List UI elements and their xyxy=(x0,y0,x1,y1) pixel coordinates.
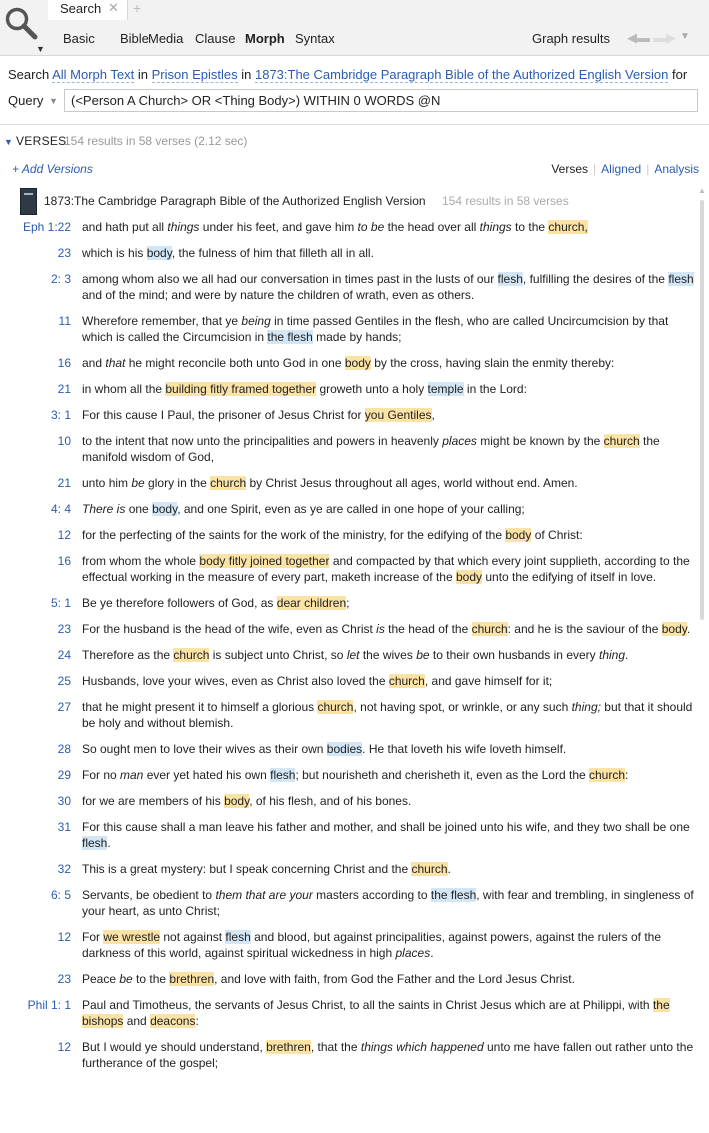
verse-row xyxy=(0,929,709,961)
verse-reference-link[interactable]: 29 xyxy=(57,768,71,782)
search-type-bible[interactable]: Bible xyxy=(120,31,149,46)
verse-row xyxy=(0,971,709,987)
view-mode-switcher xyxy=(551,162,699,176)
person-match-highlight[interactable]: church xyxy=(603,434,640,448)
italic-supplied-word: be xyxy=(416,648,430,662)
person-match-highlight[interactable]: the bishops xyxy=(82,998,670,1028)
tab-label: Search xyxy=(60,1,102,16)
verse-text-segment: Wherefore remember, that ye xyxy=(82,314,242,328)
verse-text-segment: For xyxy=(82,930,104,944)
search-toolbar xyxy=(0,0,709,56)
person-match-highlight[interactable]: brethren xyxy=(169,972,215,986)
verse-text xyxy=(82,407,694,423)
thing-match-highlight[interactable]: flesh xyxy=(270,768,296,782)
verse-reference-link[interactable]: 16 xyxy=(57,554,71,568)
verse-text-segment: by Christ Jesus throughout all ages, world without end. Amen. xyxy=(246,476,578,490)
verse-row xyxy=(0,1039,709,1071)
verse-reference-link[interactable]: 16 xyxy=(57,356,71,370)
book-cover-icon xyxy=(20,188,37,215)
query-history-caret-icon[interactable]: ▼ xyxy=(49,96,58,106)
view-mode-verses[interactable]: Verses xyxy=(551,162,589,176)
person-match-highlight[interactable]: church, xyxy=(548,220,588,234)
separator: | xyxy=(593,162,597,176)
person-match-highlight[interactable]: church xyxy=(210,476,247,490)
verse-row xyxy=(0,673,709,689)
view-mode-aligned[interactable]: Aligned xyxy=(601,162,642,176)
person-match-highlight[interactable]: brethren xyxy=(266,1040,311,1054)
verse-text-segment: Husbands, love your wives, even as Christ also loved the xyxy=(82,674,389,688)
view-mode-analysis[interactable]: Analysis xyxy=(654,162,699,176)
results-stats: 154 results in 58 verses (2.12 sec) xyxy=(64,134,248,148)
verse-row xyxy=(0,861,709,877)
verse-row xyxy=(0,475,709,491)
person-match-highlight[interactable]: church xyxy=(471,622,508,636)
verse-reference-link[interactable]: 6: 5 xyxy=(50,888,71,902)
verse-reference-link[interactable]: 10 xyxy=(57,434,71,448)
version-selector[interactable]: 1873:The Cambridge Paragraph Bible of the Authorized English Version xyxy=(254,67,669,82)
verse-text-segment: groweth unto a holy xyxy=(316,382,428,396)
verse-text xyxy=(82,929,694,961)
verse-text xyxy=(82,475,694,491)
back-arrow-icon[interactable]: ◀▬ xyxy=(627,30,650,45)
verse-text-segment: for the perfecting of the saints for the work of the ministry, for the edifying of the xyxy=(82,528,506,542)
verse-text-segment: . xyxy=(430,946,434,960)
verse-text-segment: , with fear and trembling, in singleness of your heart, as unto Christ; xyxy=(82,888,694,918)
person-match-highlight[interactable]: body xyxy=(344,356,371,370)
thing-match-highlight[interactable]: temple xyxy=(427,382,464,396)
verse-reference-link[interactable]: 4: 4 xyxy=(50,502,71,516)
verse-reference-link[interactable]: 23 xyxy=(57,246,71,260)
verse-text-segment: For the husband is the head of the wife, even as Christ xyxy=(82,622,377,636)
for-label: for xyxy=(671,67,688,82)
verse-row xyxy=(0,767,709,783)
verse-text-segment: but that it should be holy and without blemish. xyxy=(82,700,693,730)
thing-match-highlight[interactable]: flesh xyxy=(668,272,694,286)
thing-match-highlight[interactable]: flesh xyxy=(82,836,108,850)
verse-text xyxy=(82,527,694,543)
verse-text-segment: , not having spot, or wrinkle, or any such xyxy=(353,700,572,714)
verse-row xyxy=(0,271,709,303)
search-description xyxy=(8,67,687,82)
verse-row xyxy=(0,819,709,851)
verse-reference-link[interactable]: 12 xyxy=(57,930,71,944)
verse-text xyxy=(82,767,694,783)
verse-text-segment: masters according to xyxy=(312,888,431,902)
verse-row xyxy=(0,245,709,261)
verse-text xyxy=(82,553,694,585)
verse-text-segment: , and one Spirit, even as ye are called in one hope of your calling; xyxy=(177,502,525,516)
verse-text xyxy=(82,501,694,517)
range-selector[interactable]: Prison Epistles xyxy=(151,67,238,82)
person-match-highlight[interactable]: body xyxy=(224,794,250,808)
forward-arrow-icon[interactable]: ▬▶ xyxy=(653,30,676,45)
verse-reference-link[interactable]: 3: 1 xyxy=(50,408,71,422)
italic-supplied-word: be xyxy=(131,476,145,490)
panel-menu-icon[interactable]: ▼ xyxy=(680,31,690,42)
verse-reference-link[interactable]: 21 xyxy=(57,476,71,490)
tab-search[interactable] xyxy=(48,0,128,20)
italic-supplied-word: them that are your xyxy=(215,888,313,902)
verse-text-segment: to the intent that now unto the principalities and powers in heavenly xyxy=(82,434,443,448)
verse-text-segment: for we are members of his xyxy=(82,794,225,808)
person-match-highlight[interactable]: body xyxy=(455,570,483,584)
thing-match-highlight[interactable]: the flesh xyxy=(430,888,477,902)
verse-text-segment: : and he is the saviour of the xyxy=(507,622,662,636)
verse-text xyxy=(82,1039,694,1071)
verse-row xyxy=(0,887,709,919)
separator: | xyxy=(646,162,650,176)
verse-text-segment: For this cause shall a man leave his father and mother, and shall be joined unto his wife, and they two shall be one xyxy=(82,820,690,834)
verse-text-segment: So ought men to love their wives as their own xyxy=(82,742,327,756)
italic-supplied-word: things which happened xyxy=(360,1040,484,1054)
verse-text-segment: the head of the xyxy=(384,622,472,636)
verse-text xyxy=(82,887,694,919)
verse-text xyxy=(82,793,694,809)
verse-text-segment: among whom also we all had our conversation in times past in the lusts of our xyxy=(82,272,498,286)
verse-reference-link[interactable]: 28 xyxy=(57,742,71,756)
verse-text xyxy=(82,381,694,397)
divider xyxy=(0,124,709,125)
in-label: in xyxy=(241,67,252,82)
verse-text-segment: of Christ: xyxy=(531,528,583,542)
thing-match-highlight[interactable]: the flesh xyxy=(267,330,313,344)
verse-text xyxy=(82,621,694,637)
verse-reference-link[interactable]: 5: 1 xyxy=(50,596,71,610)
person-match-highlight[interactable]: church xyxy=(388,674,425,688)
verse-row xyxy=(0,647,709,663)
verse-row xyxy=(0,355,709,371)
verse-text-segment: . xyxy=(686,622,691,636)
verse-row xyxy=(0,595,709,611)
person-match-highlight[interactable]: building fitly framed together xyxy=(165,382,317,396)
verse-reference-link[interactable]: 30 xyxy=(57,794,71,808)
verse-text-segment: and hath put all xyxy=(82,220,168,234)
thing-match-highlight[interactable]: flesh xyxy=(497,272,523,286)
verse-text-segment: ; but nourisheth and cherisheth it, even as the Lord the xyxy=(295,768,589,782)
query-label: Query xyxy=(8,93,44,108)
verse-text xyxy=(82,741,694,757)
italic-supplied-word: places xyxy=(395,946,431,960)
verse-text xyxy=(82,861,694,877)
italic-supplied-word: thing; xyxy=(571,700,601,714)
version-title: 1873:The Cambridge Paragraph Bible of the Authorized English Version xyxy=(44,194,426,208)
verse-text-segment: to their own husbands in every xyxy=(429,648,599,662)
italic-supplied-word: is xyxy=(376,622,385,636)
verse-row xyxy=(0,219,709,235)
verse-text-segment: But I would ye should understand, xyxy=(82,1040,267,1054)
verse-text-segment: to the xyxy=(511,220,549,234)
verse-row xyxy=(0,741,709,757)
verse-text-segment: . xyxy=(107,836,111,850)
version-stats: 154 results in 58 verses xyxy=(442,194,569,208)
verse-text-segment: and of the mind; and were by nature the children of wrath, even as others. xyxy=(82,288,475,302)
verse-text xyxy=(82,245,694,261)
verse-text-segment: , of his flesh, and of his bones. xyxy=(249,794,412,808)
scroll-up-icon[interactable]: ▲ xyxy=(698,186,706,195)
verse-row xyxy=(0,997,709,1029)
verse-row xyxy=(0,527,709,543)
verse-row xyxy=(0,501,709,517)
italic-supplied-word: things xyxy=(479,220,512,234)
person-match-highlight[interactable]: we wrestle xyxy=(103,930,161,944)
verse-text-segment: in whom all the xyxy=(82,382,166,396)
verse-text xyxy=(82,313,694,345)
verse-text-segment: under his feet, and gave him xyxy=(199,220,358,234)
verse-text-segment: . xyxy=(625,648,629,662)
thing-match-highlight[interactable]: body xyxy=(146,246,172,260)
verse-text-segment: . He that loveth his wife loveth himself. xyxy=(362,742,567,756)
verse-text-segment: the head over all xyxy=(384,220,480,234)
verse-row xyxy=(0,553,709,585)
verse-text-segment: that he might present it to himself a glorious xyxy=(82,700,318,714)
search-logo-button[interactable] xyxy=(0,0,48,56)
italic-supplied-word: let xyxy=(346,648,360,662)
verse-text-segment: and blood, but against principalities, against powers, against the rulers of the darkness of this world, against spiritual wickedness in high xyxy=(82,930,662,960)
verse-text-segment: by the cross, having slain the enmity thereby: xyxy=(370,356,615,370)
verse-reference-link[interactable]: 21 xyxy=(57,382,71,396)
verse-text-segment: which is his xyxy=(82,246,147,260)
verse-text-segment: , and gave himself for it; xyxy=(424,674,553,688)
verse-row xyxy=(0,793,709,809)
verse-text-segment: , xyxy=(431,408,435,422)
thing-match-highlight[interactable]: body xyxy=(152,502,178,516)
verse-reference-link[interactable]: 27 xyxy=(57,700,71,714)
caret-down-icon: ▼ xyxy=(36,44,45,54)
verse-text-segment: and xyxy=(123,1014,151,1028)
verse-text-segment: in the Lord: xyxy=(463,382,527,396)
verse-text-segment: ; xyxy=(346,596,350,610)
verse-text-segment: and xyxy=(82,356,106,370)
verse-text-segment: is subject unto Christ, so xyxy=(209,648,347,662)
verse-text-segment: not against xyxy=(160,930,226,944)
verse-text-segment: from whom the whole xyxy=(82,554,200,568)
person-match-highlight[interactable]: deacons xyxy=(150,1014,196,1028)
italic-supplied-word: that xyxy=(105,356,126,370)
verse-text-segment: For this cause I Paul, the prisoner of Jesus Christ for xyxy=(82,408,365,422)
person-match-highlight[interactable]: dear children xyxy=(276,596,347,610)
verse-text-segment: , fulfilling the desires of the xyxy=(522,272,669,286)
verse-text-segment: one xyxy=(125,502,153,516)
verse-row xyxy=(0,699,709,731)
verse-row xyxy=(0,313,709,345)
verse-reference-link[interactable]: Phil 1: 1 xyxy=(27,998,71,1012)
person-match-highlight[interactable]: body xyxy=(505,528,532,542)
verse-reference-link[interactable]: Eph 1:22 xyxy=(22,220,71,234)
verse-text xyxy=(82,433,694,465)
person-match-highlight[interactable]: church xyxy=(317,700,354,714)
add-versions-link[interactable]: + Add Versions xyxy=(12,162,93,176)
italic-supplied-word: being xyxy=(241,314,271,328)
verse-row xyxy=(0,433,709,465)
italic-supplied-word: places xyxy=(442,434,477,448)
verse-text xyxy=(82,647,694,663)
search-type-clause[interactable]: Clause xyxy=(195,31,236,46)
verse-reference-link[interactable]: 23 xyxy=(57,622,71,636)
verse-reference-link[interactable]: 12 xyxy=(57,1040,71,1054)
person-match-highlight[interactable]: church xyxy=(589,768,626,782)
person-match-highlight[interactable]: church xyxy=(411,862,448,876)
close-icon[interactable]: ✕ xyxy=(108,0,119,15)
magnifier-icon xyxy=(4,6,38,40)
search-type-morph[interactable]: Morph xyxy=(245,31,285,46)
verse-text xyxy=(82,219,694,235)
graph-results-button[interactable]: Graph results xyxy=(532,31,611,46)
person-match-highlight[interactable]: you Gentiles xyxy=(364,408,432,422)
verse-text-segment: Therefore as the xyxy=(82,648,174,662)
verse-text-segment: , that the xyxy=(310,1040,361,1054)
verse-text-segment: made by hands; xyxy=(312,330,402,344)
verse-text-segment: Paul and Timotheus, the servants of Jesus Christ, to all the saints in Christ Jesus which are at Philippi, with xyxy=(82,998,653,1012)
query-input[interactable] xyxy=(64,89,698,112)
verse-text-segment: he might reconcile both unto God in one xyxy=(125,356,345,370)
add-tab-icon[interactable]: + xyxy=(133,0,142,16)
verse-text-segment: This is a great mystery: but I speak concerning Christ and the xyxy=(82,862,412,876)
verse-text xyxy=(82,355,694,371)
verse-reference-link[interactable]: 12 xyxy=(57,528,71,542)
verse-text-segment: Servants, be obedient to xyxy=(82,888,216,902)
verse-reference-link[interactable]: 23 xyxy=(57,972,71,986)
verse-results-list xyxy=(0,219,709,1081)
thing-match-highlight[interactable]: bodies xyxy=(326,742,363,756)
italic-supplied-word: be xyxy=(119,972,133,986)
verse-row xyxy=(0,407,709,423)
italic-supplied-word: things xyxy=(167,220,200,234)
verse-text-segment: and compacted by that which every joint supplieth, according to the effectual working in the measure of every part, maketh increase of the xyxy=(82,554,690,584)
verse-text-segment: Peace xyxy=(82,972,120,986)
verses-section-label[interactable]: VERSES xyxy=(16,134,67,148)
person-match-highlight[interactable]: church xyxy=(173,648,210,662)
verse-reference-link[interactable]: 31 xyxy=(57,820,71,834)
verse-text-segment: , the fulness of him that filleth all in all. xyxy=(171,246,374,260)
search-prefix: Search xyxy=(8,67,50,82)
italic-supplied-word: thing xyxy=(599,648,626,662)
search-type-syntax[interactable]: Syntax xyxy=(295,31,335,46)
verse-text-segment: the wives xyxy=(359,648,417,662)
verse-reference-link[interactable]: 11 xyxy=(58,314,71,328)
morph-text-selector[interactable]: All Morph Text xyxy=(52,67,135,82)
thing-match-highlight[interactable]: flesh xyxy=(225,930,251,944)
verse-text-segment: glory in the xyxy=(144,476,211,490)
verse-text xyxy=(82,271,694,303)
verse-text xyxy=(82,673,694,689)
verse-text-segment: unto him xyxy=(82,476,132,490)
verse-text-segment: : xyxy=(195,1014,199,1028)
person-match-highlight[interactable]: body xyxy=(661,622,687,636)
verse-text-segment: For no xyxy=(82,768,121,782)
verse-text xyxy=(82,997,694,1029)
search-type-media[interactable]: Media xyxy=(148,31,184,46)
verse-reference-link[interactable]: 32 xyxy=(57,862,71,876)
verse-text-segment: unto me have fallen out rather unto the furtherance of the gospel; xyxy=(82,1040,694,1070)
verse-text-segment: ever yet hated his own xyxy=(143,768,271,782)
verse-reference-link[interactable]: 2: 3 xyxy=(50,272,71,286)
verse-text xyxy=(82,595,694,611)
verse-text-segment: the manifold wisdom of God, xyxy=(82,434,660,464)
italic-supplied-word: There is xyxy=(82,502,126,516)
verse-text xyxy=(82,971,694,987)
italic-supplied-word: to be xyxy=(357,220,385,234)
verse-text-segment: might be known by the xyxy=(476,434,604,448)
verse-text-segment: Be ye therefore followers of God, as xyxy=(82,596,277,610)
verse-text-segment: in time passed Gentiles in the flesh, who are called Uncircumcision by that which is called the Circumcision in xyxy=(82,314,669,344)
italic-supplied-word: man xyxy=(120,768,144,782)
verse-reference-link[interactable]: 25 xyxy=(57,674,71,688)
search-type-basic[interactable]: Basic xyxy=(63,31,95,46)
verse-text-segment: unto the edifying of itself in love. xyxy=(482,570,657,584)
verse-text-segment: to the xyxy=(132,972,170,986)
verse-row xyxy=(0,621,709,637)
verse-reference-link[interactable]: 24 xyxy=(57,648,71,662)
in-label: in xyxy=(137,67,148,82)
collapse-triangle-icon[interactable]: ▼ xyxy=(4,137,13,147)
person-match-highlight[interactable]: body fitly joined together xyxy=(199,554,330,568)
verse-text-segment: , and love with faith, from God the Father and the Lord Jesus Christ. xyxy=(214,972,575,986)
verse-text xyxy=(82,699,694,731)
verse-text-segment: . xyxy=(447,862,451,876)
verse-text-segment: : xyxy=(625,768,629,782)
verse-row xyxy=(0,381,709,397)
verse-text xyxy=(82,819,694,851)
